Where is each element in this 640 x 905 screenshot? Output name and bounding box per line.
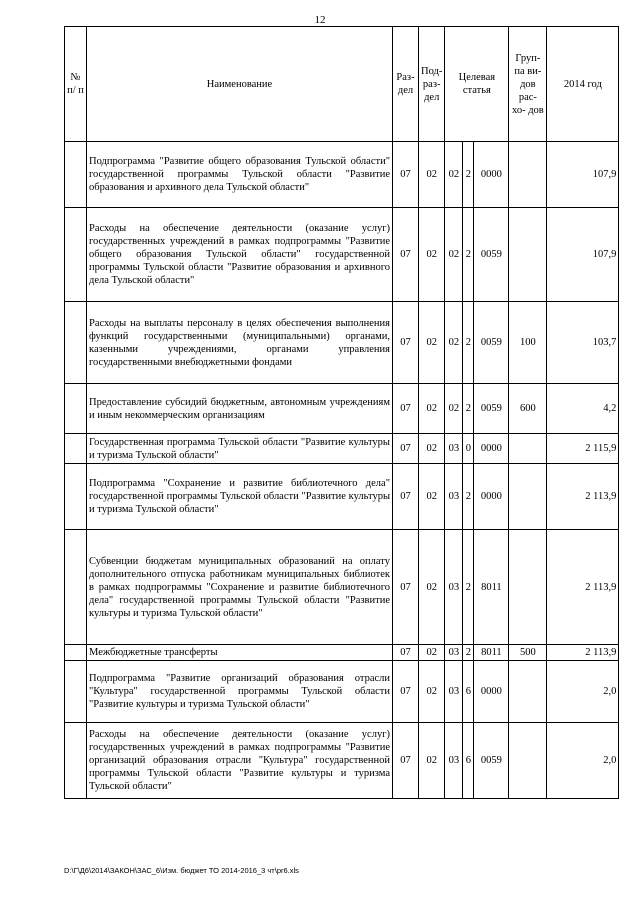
row-num-cell <box>65 302 87 384</box>
row-amount-cell: 2,0 <box>547 661 619 723</box>
row-subsection-cell: 02 <box>419 661 445 723</box>
row-target-direction-cell: 8011 <box>474 645 509 661</box>
row-target-subprogram-cell: 2 <box>463 384 474 434</box>
row-expense-group-cell <box>509 530 547 645</box>
row-target-program-cell: 03 <box>445 464 463 530</box>
table-row <box>65 723 619 799</box>
row-amount-cell: 2 115,9 <box>547 434 619 464</box>
table-row <box>65 302 619 384</box>
row-target-program-cell: 02 <box>445 384 463 434</box>
row-target-subprogram-cell: 6 <box>463 661 474 723</box>
row-subsection-cell: 02 <box>419 464 445 530</box>
row-target-program-cell: 03 <box>445 434 463 464</box>
page-number: 12 <box>314 14 326 26</box>
row-section-cell: 07 <box>393 434 419 464</box>
row-target-program-cell: 03 <box>445 723 463 799</box>
row-section-cell: 07 <box>393 530 419 645</box>
row-target-subprogram-cell: 2 <box>463 464 474 530</box>
row-target-direction-cell: 8011 <box>474 530 509 645</box>
row-expense-group-cell <box>509 142 547 208</box>
table-row <box>65 384 619 434</box>
header-year: 2014 год <box>547 27 619 142</box>
row-target-subprogram-cell: 6 <box>463 723 474 799</box>
row-amount-cell: 107,9 <box>547 208 619 302</box>
row-amount-cell: 107,9 <box>547 142 619 208</box>
table-row <box>65 434 619 464</box>
row-target-direction-cell: 0059 <box>474 208 509 302</box>
row-section-cell: 07 <box>393 723 419 799</box>
table-row <box>65 645 619 661</box>
row-amount-cell: 2 113,9 <box>547 464 619 530</box>
row-name-cell: Подпрограмма "Развитие общего образования Тульской области" государственной программы Тульской области "Развитие образования и архивного дела Тульской области" <box>87 142 393 208</box>
table-row <box>65 464 619 530</box>
header-target-article: Целевая статья <box>445 27 509 142</box>
row-amount-cell: 2 113,9 <box>547 645 619 661</box>
row-amount-cell: 2 113,9 <box>547 530 619 645</box>
row-target-program-cell: 02 <box>445 208 463 302</box>
row-name-cell: Государственная программа Тульской области "Развитие культуры и туризма Тульской области" <box>87 434 393 464</box>
file-path-footer: D:\Г\Д6\2014\ЗАКОН\ЗАС_6\Изм. бюджет ТО 2014-2016_3 чт\pr6.xls <box>64 866 299 875</box>
row-target-subprogram-cell: 2 <box>463 302 474 384</box>
row-expense-group-cell <box>509 661 547 723</box>
row-target-direction-cell: 0000 <box>474 434 509 464</box>
table-row <box>65 208 619 302</box>
row-num-cell <box>65 142 87 208</box>
row-section-cell: 07 <box>393 208 419 302</box>
row-num-cell <box>65 723 87 799</box>
row-amount-cell: 4,2 <box>547 384 619 434</box>
row-section-cell: 07 <box>393 661 419 723</box>
row-num-cell <box>65 661 87 723</box>
row-target-direction-cell: 0000 <box>474 142 509 208</box>
budget-table <box>64 26 619 799</box>
header-name: Наименование <box>87 27 393 142</box>
row-subsection-cell: 02 <box>419 434 445 464</box>
row-num-cell <box>65 530 87 645</box>
row-target-subprogram-cell: 2 <box>463 208 474 302</box>
row-expense-group-cell <box>509 723 547 799</box>
row-num-cell <box>65 434 87 464</box>
row-section-cell: 07 <box>393 142 419 208</box>
row-target-program-cell: 02 <box>445 142 463 208</box>
row-target-subprogram-cell: 2 <box>463 645 474 661</box>
header-subsection: Под- раз- дел <box>419 27 445 142</box>
row-name-cell: Расходы на обеспечение деятельности (оказание услуг) государственных учреждений в рамках подпрограммы "Развитие организаций образования отрасли "Культура" государственной программы Тульской области "Развитие культуры и туризма Тульской области" <box>87 723 393 799</box>
header-expense-group: Груп- па ви- дов рас- хо- дов <box>509 27 547 142</box>
row-subsection-cell: 02 <box>419 384 445 434</box>
row-subsection-cell: 02 <box>419 645 445 661</box>
row-target-program-cell: 02 <box>445 302 463 384</box>
row-expense-group-cell <box>509 464 547 530</box>
row-name-cell: Подпрограмма "Развитие организаций образования отрасли "Культура" государственной программы Тульской области "Развитие культуры и туризма Тульской области" <box>87 661 393 723</box>
row-section-cell: 07 <box>393 302 419 384</box>
row-target-direction-cell: 0059 <box>474 302 509 384</box>
row-target-direction-cell: 0059 <box>474 723 509 799</box>
row-target-program-cell: 03 <box>445 645 463 661</box>
row-name-cell: Межбюджетные трансферты <box>87 645 393 661</box>
row-section-cell: 07 <box>393 384 419 434</box>
row-name-cell: Расходы на выплаты персоналу в целях обеспечения выполнения функций государственными (муниципальными) органами, казенными учреждениями, органами управления государственными внебюджетными фондами <box>87 302 393 384</box>
row-target-program-cell: 03 <box>445 661 463 723</box>
row-expense-group-cell <box>509 208 547 302</box>
header-num: № п/ п <box>65 27 87 142</box>
row-num-cell <box>65 645 87 661</box>
row-target-direction-cell: 0000 <box>474 661 509 723</box>
row-num-cell <box>65 208 87 302</box>
row-expense-group-cell <box>509 434 547 464</box>
row-section-cell: 07 <box>393 645 419 661</box>
row-target-subprogram-cell: 0 <box>463 434 474 464</box>
row-subsection-cell: 02 <box>419 208 445 302</box>
row-name-cell: Расходы на обеспечение деятельности (оказание услуг) государственных учреждений в рамках подпрограммы "Развитие общего образования Тульской области" государственной программы Тульской области "Развитие образования и архивного дела Тульской области" <box>87 208 393 302</box>
row-target-direction-cell: 0000 <box>474 464 509 530</box>
row-name-cell: Предоставление субсидий бюджетным, автономным учреждениям и иным некоммерческим организациям <box>87 384 393 434</box>
row-target-program-cell: 03 <box>445 530 463 645</box>
row-amount-cell: 103,7 <box>547 302 619 384</box>
table-row <box>65 530 619 645</box>
row-target-subprogram-cell: 2 <box>463 530 474 645</box>
row-subsection-cell: 02 <box>419 142 445 208</box>
header-section: Раз- дел <box>393 27 419 142</box>
row-name-cell: Субвенции бюджетам муниципальных образований на оплату дополнительного отпуска работникам муниципальных библиотек в рамках подпрограммы "Сохранение и развитие библиотечного дела" государственной программы Тульской области "Развитие культуры и туризма Тульской области" <box>87 530 393 645</box>
row-expense-group-cell: 600 <box>509 384 547 434</box>
row-expense-group-cell: 500 <box>509 645 547 661</box>
row-amount-cell: 2,0 <box>547 723 619 799</box>
table-header-row <box>65 27 619 142</box>
row-subsection-cell: 02 <box>419 302 445 384</box>
row-target-direction-cell: 0059 <box>474 384 509 434</box>
row-expense-group-cell: 100 <box>509 302 547 384</box>
row-num-cell <box>65 464 87 530</box>
row-subsection-cell: 02 <box>419 530 445 645</box>
row-target-subprogram-cell: 2 <box>463 142 474 208</box>
row-section-cell: 07 <box>393 464 419 530</box>
table-row <box>65 142 619 208</box>
table-row <box>65 661 619 723</box>
row-subsection-cell: 02 <box>419 723 445 799</box>
row-name-cell: Подпрограмма "Сохранение и развитие библиотечного дела" государственной программы Тульской области "Развитие культуры и туризма Тульской области" <box>87 464 393 530</box>
row-num-cell <box>65 384 87 434</box>
